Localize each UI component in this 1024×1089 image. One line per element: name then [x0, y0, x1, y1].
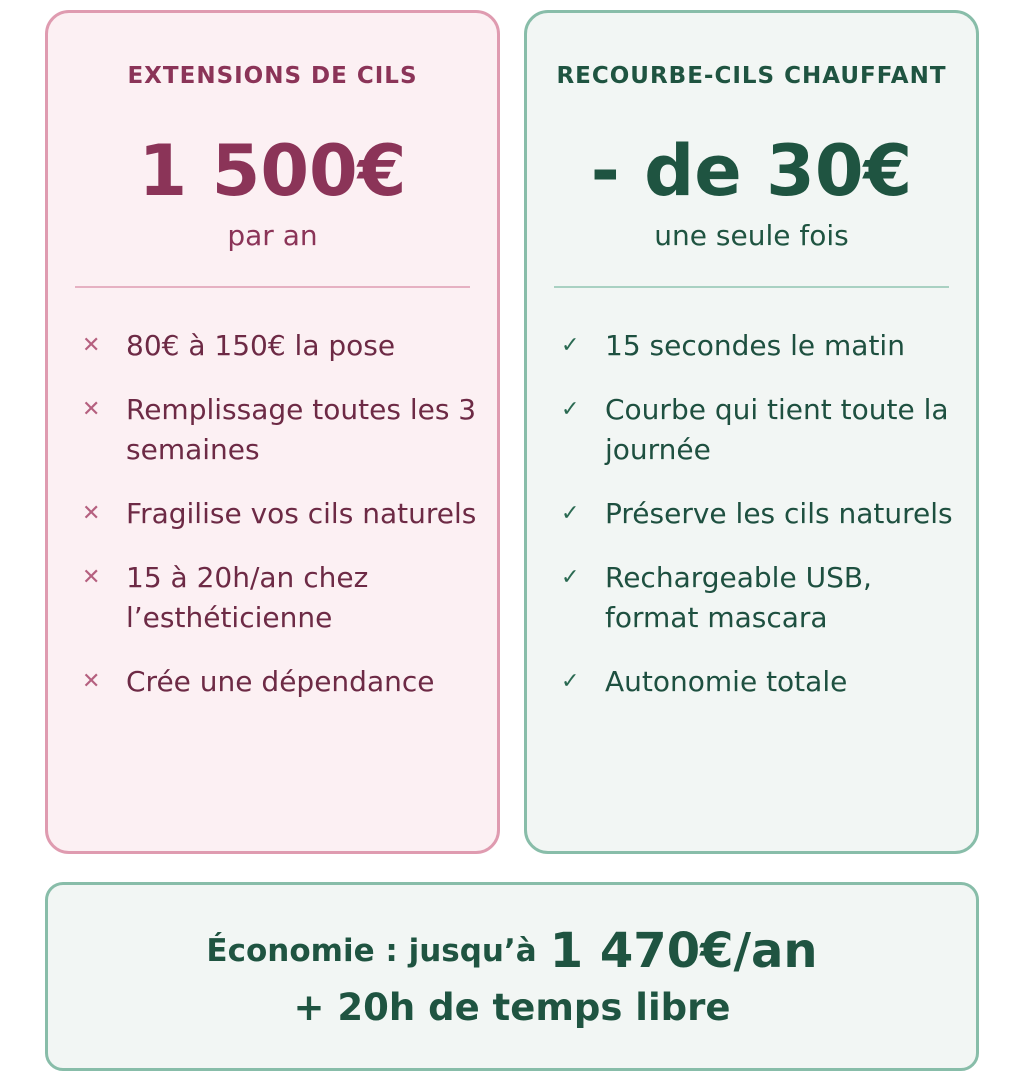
cross-icon: ✕	[82, 333, 101, 358]
extensions-title: EXTENSIONS DE CILS	[127, 63, 418, 89]
savings-banner	[45, 882, 979, 1071]
list-item-label: Fragilise vos cils naturels	[126, 497, 477, 530]
check-icon: ✓	[561, 669, 580, 694]
cross-icon: ✕	[82, 669, 101, 694]
check-icon: ✓	[561, 333, 580, 358]
savings-amount: 1 470€/an	[549, 923, 818, 979]
list-item-label: 80€ à 150€ la pose	[126, 329, 396, 362]
cross-icon: ✕	[82, 565, 101, 590]
check-icon: ✓	[561, 501, 580, 526]
check-icon: ✓	[561, 397, 580, 422]
list-item-label: Courbe qui tient toute la journée	[605, 393, 949, 466]
list-item	[82, 494, 479, 534]
heated-curler-benefits-list	[561, 326, 958, 726]
extensions-period: par an	[227, 219, 318, 252]
extensions-card	[45, 10, 500, 854]
cross-icon: ✕	[82, 397, 101, 422]
savings-extra: + 20h de temps libre	[293, 986, 731, 1029]
savings-line	[48, 923, 976, 979]
list-item	[82, 558, 479, 638]
list-item	[561, 558, 958, 638]
heated-curler-period: une seule fois	[654, 219, 849, 252]
list-item-label: Rechargeable USB, format mascara	[605, 561, 872, 634]
list-item-label: 15 à 20h/an chez l’esthéticienne	[126, 561, 369, 634]
list-item	[561, 662, 958, 702]
extensions-price: 1 500€	[138, 130, 407, 212]
list-item	[82, 326, 479, 366]
list-item	[561, 326, 958, 366]
heated-curler-title: RECOURBE-CILS CHAUFFANT	[556, 63, 947, 89]
list-item-label: Remplissage toutes les 3 semaines	[126, 393, 477, 466]
list-item	[561, 494, 958, 534]
list-item	[561, 390, 958, 470]
extensions-divider	[75, 286, 470, 288]
list-item-label: Crée une dépendance	[126, 665, 435, 698]
savings-label: Économie : jusqu’à	[206, 933, 537, 969]
cross-icon: ✕	[82, 501, 101, 526]
list-item-label: 15 secondes le matin	[605, 329, 905, 362]
list-item	[82, 390, 479, 470]
check-icon: ✓	[561, 565, 580, 590]
heated-curler-card	[524, 10, 979, 854]
extensions-drawbacks-list	[82, 326, 479, 726]
heated-curler-divider	[554, 286, 949, 288]
list-item-label: Préserve les cils naturels	[605, 497, 953, 530]
list-item-label: Autonomie totale	[605, 665, 848, 698]
heated-curler-price: - de 30€	[590, 130, 913, 212]
list-item	[82, 662, 479, 702]
